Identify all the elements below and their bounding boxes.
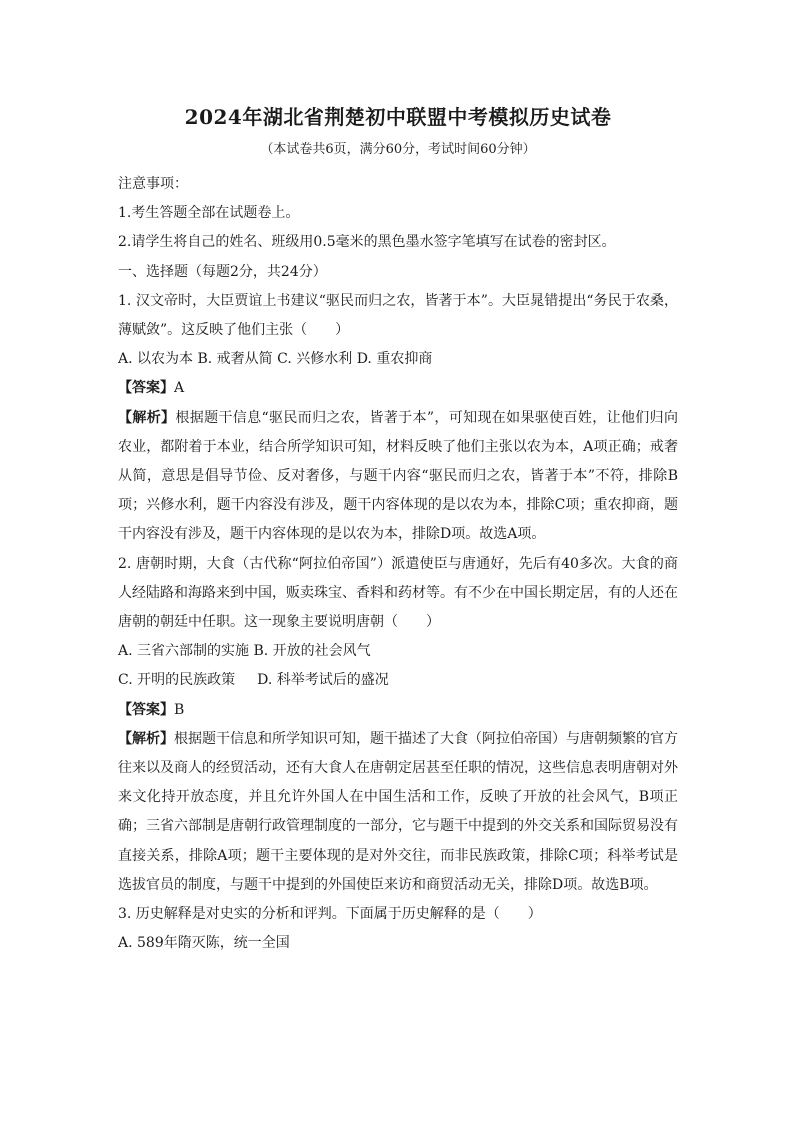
notice-item-1: 1.考生答题全部在试题卷上。 xyxy=(118,205,300,222)
notice-heading: 注意事项： xyxy=(118,176,188,192)
analysis-label: 【解析】 xyxy=(118,409,176,426)
question-2-options-row-1 xyxy=(118,637,678,666)
question-1-option-d: D. 重农抑商 xyxy=(356,351,433,368)
question-1-analysis xyxy=(118,404,678,550)
question-1-answer xyxy=(118,374,678,403)
analysis-text: 根据题干信息和所学知识可知，题干描述了大食（阿拉伯帝国）与唐朝频繁的官方往来以及商人的经贸活动，还有大食人在唐朝定居甚至任职的情况，这些信息表明唐朝对外来文化持开放态度，并且允许外国人在中国生活和工作，反映了开放的社会风气，B项正确；三省六部制是唐朝行政管理制度的一部分，它与题干中提到的外交关系和国际贸易没有直接关系，排除A项；题干主要体现的是对外交往，而非民族政策，排除C项；科举考试是选拔官员的制度，与题干中提到的外国使臣来访和商贸活动无关，排除D项。故选B项。 xyxy=(118,730,678,893)
question-1-options xyxy=(118,345,678,374)
exam-subtitle: （本试卷共6页，满分60分，考试时间60分钟） xyxy=(260,142,536,157)
question-3-option-a: A. 589年隋灭陈，统一全国 xyxy=(118,935,290,952)
question-2-answer xyxy=(118,696,678,725)
answer-value: B xyxy=(174,701,185,718)
question-3-stem: 3. 历史解释是对史实的分析和评判。下面属于历史解释的是（ ） xyxy=(118,906,542,923)
answer-label: 【答案】 xyxy=(118,380,174,397)
question-2-options-row-2 xyxy=(118,666,678,695)
question-2-stem: 2. 唐朝时期，大食（古代称“阿拉伯帝国”）派遣使臣与唐通好，先后有40多次。大食的商人经陆路和海路来到中国，贩卖珠宝、香料和药材等。有不少在中国长期定居，有的人还在唐朝的朝廷中任职。这一现象主要说明唐朝（ ） xyxy=(118,555,678,631)
question-2-option-d: D. 科举考试后的盛况 xyxy=(257,672,389,689)
question-2-option-a: A. 三省六部制的实施 xyxy=(118,643,250,660)
analysis-text: 根据题干信息“驱民而归之农，皆著于本”，可知现在如果驱使百姓，让他们归向农业，都附着于本业，结合所学知识可知，材料反映了他们主张以农为本，A项正确；戒奢从简，意思是倡导节俭、反对奢侈，与题干内容“驱民而归之农，皆著于本”不符，排除B项；兴修水利，题干内容没有涉及，题干内容体现的是以农为本，排除C项；重农抑商，题干内容没有涉及，题干内容体现的是以农为本，排除D项。故选A项。 xyxy=(118,409,679,543)
question-1-option-a: A. 以农为本 xyxy=(118,351,194,368)
question-1-option-b: B. 戒奢从简 xyxy=(197,351,273,368)
answer-value: A xyxy=(174,380,185,397)
section-heading: 一、选择题（每题2分，共24分） xyxy=(118,263,327,280)
question-1-option-c: C. 兴修水利 xyxy=(277,351,353,368)
question-1-stem: 1. 汉文帝时，大臣贾谊上书建议“驱民而归之农，皆著于本”。大臣晁错提出“务民于农桑，薄赋敛”。这反映了他们主张（ ） xyxy=(118,292,678,339)
question-2-option-c: C. 开明的民族政策 xyxy=(118,672,236,689)
notice-item-2: 2.请学生将自己的姓名、班级用0.5毫米的黑色墨水签字笔填写在试卷的密封区。 xyxy=(118,234,616,251)
page-title: 2024年湖北省荆楚初中联盟中考模拟历史试卷 xyxy=(184,105,612,129)
question-2-option-b: B. 开放的社会风气 xyxy=(253,643,371,660)
exam-page xyxy=(118,100,678,958)
question-2-analysis xyxy=(118,725,678,900)
answer-label: 【答案】 xyxy=(118,701,174,718)
analysis-label: 【解析】 xyxy=(118,730,174,747)
